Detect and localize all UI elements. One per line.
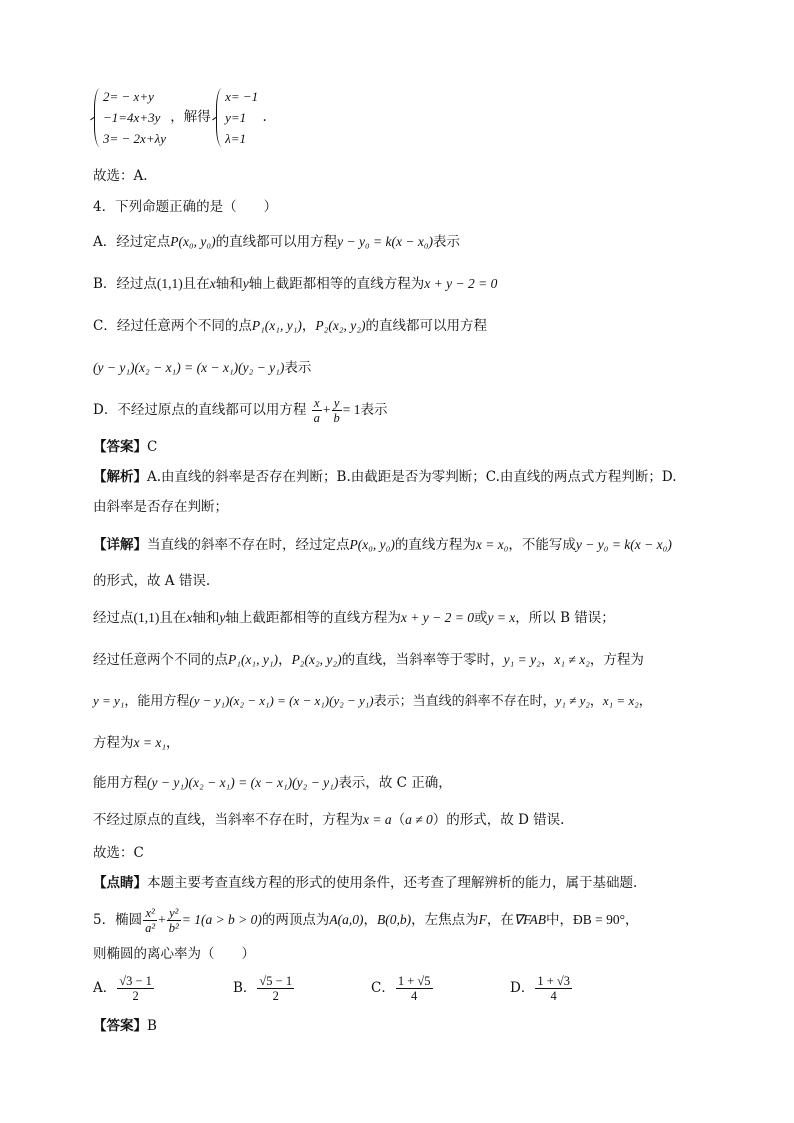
question-4-detail-line-6: 方程为x = x₁， bbox=[93, 735, 180, 751]
question-4-detail-line-3: 经过点(1,1)且在x轴和y轴上截距都相等的直线方程为x + y − 2 = 0或y = x，所以 B 错误； bbox=[93, 610, 615, 626]
option-b: B． $\frac{√5 - 1}{2}$ bbox=[233, 974, 293, 1003]
question-5-stem: 5．椭圆 $\frac{\text{x²}}{\text{a²}}$ + $\frac{\text{y²}}{\text{b²}}$ = 1(a > b > 0)的两顶点为A(a,0)，B(0,b)，左焦点为F，在∇FAB中，ÐB = 90°， bbox=[93, 906, 639, 935]
equation-system-line: 2= − x+y −1=4x+3y 3= − 2x+λy ，解得 x= −1 y=1 λ=1 . bbox=[93, 86, 754, 149]
question-4-detail-line-7: 能用方程(y − y₁)(x₂ − x₁) = (x − x₁)(y₂ − y₁)表示，故 C 正确， bbox=[93, 775, 452, 791]
equation-system-left: 2= − x+y −1=4x+3y 3= − 2x+λy bbox=[93, 86, 166, 149]
question-4-option-b: B．经过点(1,1)且在x轴和y轴上截距都相等的直线方程为x + y − 2 = 0 bbox=[93, 276, 498, 292]
question-5-stem-line-2: 则椭圆的离心率为（ ） bbox=[93, 946, 255, 962]
question-4-option-c: C．经过任意两个不同的点P₁(x₁, y₁)，P₂(x₂, y₂)的直线都可以用方程 bbox=[93, 318, 487, 334]
question-4-stem: 4．下列命题正确的是（ ） bbox=[93, 199, 278, 215]
fraction-y-over-b: $\frac{y}{b}$ bbox=[333, 396, 340, 425]
question-4-analysis: 【解析】A.由直线的斜率是否存在判断；B.由截距是否为零判断；C.由直线的两点式方程判断；D. bbox=[93, 469, 677, 485]
question-4-selection: 故选：C bbox=[93, 845, 144, 861]
question-4-comment: 【点睛】本题主要考查直线方程的形式的使用条件，还考查了理解辨析的能力，属于基础题. bbox=[93, 875, 638, 891]
option-a: A． $\frac{√3 - 1}{2}$ bbox=[93, 974, 152, 1003]
question-4-option-c-equation: (y − y₁)(x₂ − x₁) = (x − x₁)(y₂ − y₁)表示 bbox=[93, 360, 312, 376]
previous-selection: 故选：A. bbox=[93, 168, 148, 184]
option-d: D． $\frac{1 + √3}{4}$ bbox=[510, 974, 570, 1003]
fraction-x2-over-a2: $\frac{\text{x²}}{\text{a²}}$ bbox=[145, 906, 156, 935]
equation-system-solution: x= −1 y=1 λ=1 bbox=[215, 86, 258, 149]
question-4-option-a: A．经过定点P(x₀, y₀)的直线都可以用方程y − y₀ = k(x − x₀)表示 bbox=[93, 234, 461, 250]
question-4-detail-line-4: 经过任意两个不同的点P₁(x₁, y₁)，P₂(x₂, y₂)的直线，当斜率等于零时，y₁ = y₂，x₁ ≠ x₂，方程为 bbox=[93, 652, 644, 668]
question-4-detail-line-8: 不经过原点的直线，当斜率不存在时，方程为x = a（a ≠ 0）的形式，故 D 错误. bbox=[93, 812, 565, 828]
question-4-detail-line-5: y = y₁，能用方程(y − y₁)(x₂ − x₁) = (x − x₁)(y₂ − y₁)表示；当直线的斜率不存在时，y₁ ≠ y₂，x₁ = x₂， bbox=[93, 693, 652, 709]
fraction-x-over-a: $\frac{x}{a}$ bbox=[313, 396, 320, 425]
fraction-y2-over-b2: $\frac{\text{y²}}{\text{b²}}$ bbox=[168, 906, 179, 935]
question-4-detail-line-1: 【详解】当直线的斜率不存在时，经过定点P(x₀, y₀)的直线方程为x = x₀，不能写成y − y₀ = k(x − x₀) bbox=[93, 537, 672, 553]
question-4-analysis-cont: 由斜率是否存在判断； bbox=[93, 499, 228, 515]
question-4-detail-line-2: 的形式，故 A 错误. bbox=[93, 573, 211, 589]
question-4-option-d: D．不经过原点的直线都可以用方程 $\frac{x}{a}$ + $\frac{y}{b}$ = 1表示 bbox=[93, 396, 388, 425]
question-5-answer: 【答案】B bbox=[93, 1018, 157, 1034]
question-4-answer: 【答案】C bbox=[93, 439, 158, 455]
option-c: C． $\frac{1 + √5}{4}$ bbox=[371, 974, 431, 1003]
